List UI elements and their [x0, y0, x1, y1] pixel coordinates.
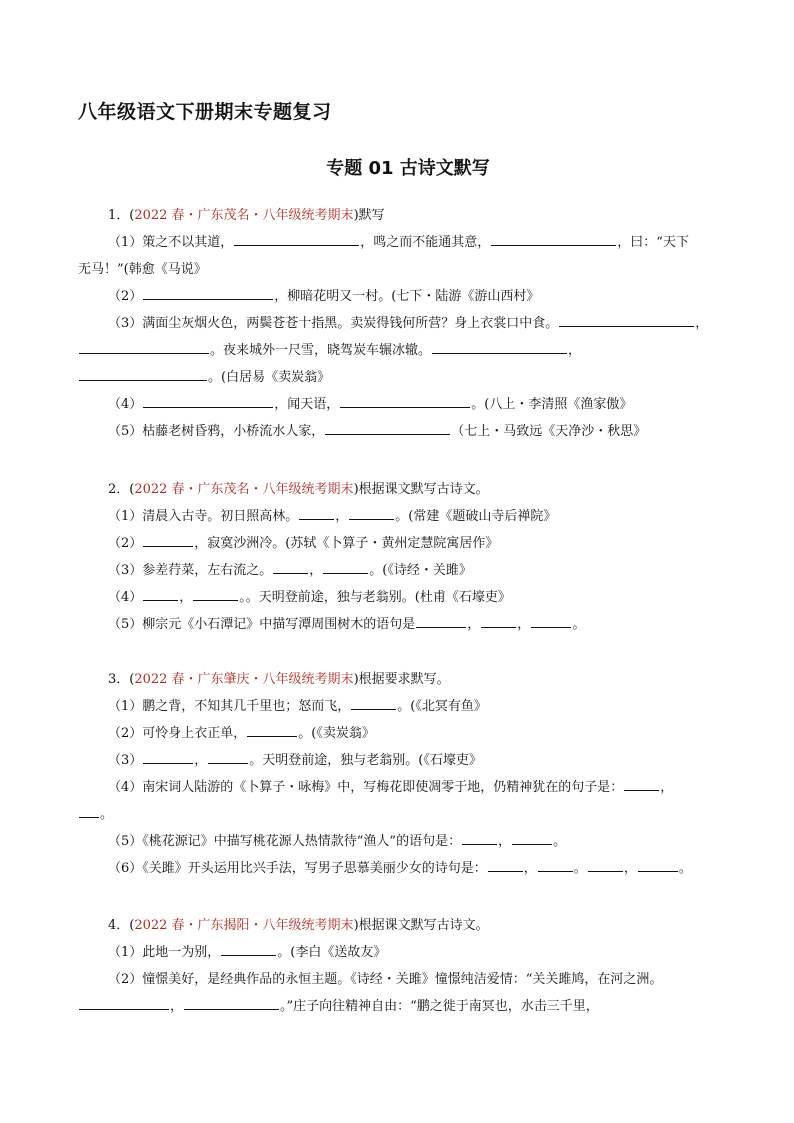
answer-blank[interactable]	[79, 801, 99, 818]
answer-blank[interactable]	[416, 611, 466, 628]
answer-blank[interactable]	[299, 503, 334, 520]
answer-blank[interactable]	[234, 229, 359, 246]
question-line: （1）清晨入古寺。初日照高林。 ， 。(常建《题破山寺后禅院》	[78, 503, 728, 530]
question-line: （3） ， 。天明登前途，独与老翁别。(《石壕吏》	[78, 747, 728, 774]
question-3	[78, 666, 728, 882]
answer-blank[interactable]	[340, 391, 470, 408]
question-1	[78, 202, 728, 445]
question-2	[78, 476, 728, 638]
question-header: 3．(2022 春・广东肇庆・八年级统考期末)根据要求默写。	[108, 672, 450, 687]
question-line: （4） ，闻天语， 。(八上・李清照《渔家傲》	[78, 391, 728, 418]
answer-blank[interactable]	[349, 503, 394, 520]
answer-blank[interactable]	[143, 391, 273, 408]
answer-blank[interactable]	[208, 747, 248, 764]
answer-blank[interactable]	[221, 939, 276, 956]
question-line: （2）可怜身上衣正单， 。(《卖炭翁》	[78, 720, 728, 747]
question-line: 。夜来城外一尺雪，晓驾炭车辗冰辙。 ，	[78, 337, 728, 364]
question-header: 4．(2022 春・广东揭阳・八年级统考期末)根据课文默写古诗文。	[108, 918, 489, 933]
question-line: （3）满面尘灰烟火色，两鬓苍苍十指黑。卖炭得钱何所营？身上衣裳口中食。 ，	[78, 310, 728, 337]
question-source: 2022 春・广东肇庆・八年级统考期末	[134, 672, 354, 687]
question-line: （1）策之不以其道， ，鸣之而不能通其意， ，曰：“天下	[78, 229, 728, 256]
question-line: （5）枯藤老树昏鸦，小桥流水人家， （七上・马致远《天净沙・秋思》	[78, 418, 728, 445]
answer-blank[interactable]	[624, 774, 659, 791]
question-line: 。	[78, 801, 728, 828]
question-line: （4）南宋词人陆游的《卜算子・咏梅》中，写梅花即使凋零于地，仍精神犹在的句子是： ，	[78, 774, 728, 801]
question-header: 1．(2022 春・广东茂名・八年级统考期末)默写	[108, 208, 385, 223]
answer-blank[interactable]	[491, 229, 616, 246]
question-source: 2022 春・广东茂名・八年级统考期末	[134, 482, 354, 497]
question-header: 2．(2022 春・广东茂名・八年级统考期末)根据课文默写古诗文。	[108, 482, 489, 497]
question-line: （2）憧憬美好，是经典作品的永恒主题。《诗经・关雎》憧憬纯洁爱情：“关关雎鸠，在河之洲。	[108, 972, 663, 987]
answer-blank[interactable]	[512, 828, 552, 845]
question-line: （3）参差荇菜，左右流之。 ， 。(《诗经・关雎》	[78, 557, 728, 584]
question-line: （1）此地一为别， 。(李白《送故友》	[78, 939, 728, 966]
answer-blank[interactable]	[481, 611, 516, 628]
answer-blank[interactable]	[432, 337, 567, 354]
answer-blank[interactable]	[462, 828, 497, 845]
answer-blank[interactable]	[638, 855, 678, 872]
answer-blank[interactable]	[323, 557, 368, 574]
answer-blank[interactable]	[488, 855, 523, 872]
answer-blank[interactable]	[79, 364, 207, 381]
topic-title: 专题 01 古诗文默写	[326, 158, 490, 179]
question-line: （2） ，寂寞沙洲冷。(苏轼《卜算子・黄州定慧院寓居作》	[78, 530, 728, 557]
question-line: ， 。”庄子向往精神自由：“鹏之徙于南冥也，水击三千里，	[78, 993, 728, 1020]
answer-blank[interactable]	[531, 611, 571, 628]
answer-blank[interactable]	[193, 584, 238, 601]
answer-blank[interactable]	[79, 993, 169, 1010]
question-line: （5）柳宗元《小石潭记》中描写潭周围树木的语句是 ， ， 。	[78, 611, 728, 638]
question-source: 2022 春・广东揭阳・八年级统考期末	[134, 918, 354, 933]
question-line: （4） ， 。。天明登前途，独与老翁别。(杜甫《石壕吏》	[78, 584, 728, 611]
document-title: 八年级语文下册期末专题复习	[78, 101, 332, 123]
answer-blank[interactable]	[588, 855, 623, 872]
answer-blank[interactable]	[79, 337, 209, 354]
answer-blank[interactable]	[184, 993, 279, 1010]
answer-blank[interactable]	[538, 855, 573, 872]
answer-blank[interactable]	[559, 310, 694, 327]
question-line: （5）《桃花源记》中描写桃花源人热情款待“渔人”的语句是： ， 。	[78, 828, 728, 855]
question-line: （2） ，柳暗花明又一村。(七下・陆游《游山西村》	[78, 283, 728, 310]
question-source: 2022 春・广东茂名・八年级统考期末	[134, 208, 354, 223]
answer-blank[interactable]	[143, 584, 178, 601]
answer-blank[interactable]	[247, 720, 297, 737]
question-line: 无马！”(韩愈《马说》	[78, 262, 207, 277]
answer-blank[interactable]	[351, 693, 396, 710]
answer-blank[interactable]	[143, 747, 193, 764]
answer-blank[interactable]	[325, 418, 450, 435]
answer-blank[interactable]	[273, 557, 308, 574]
question-4	[78, 912, 728, 1020]
answer-blank[interactable]	[143, 283, 273, 300]
question-line: （6）《关雎》开头运用比兴手法，写男子思慕美丽少女的诗句是： ， 。 ， 。	[78, 855, 728, 882]
answer-blank[interactable]	[143, 530, 193, 547]
question-line: 。(白居易《卖炭翁》	[78, 364, 728, 391]
question-line: （1）鹏之背，不知其几千里也；怒而飞， 。(《北冥有鱼》	[78, 693, 728, 720]
